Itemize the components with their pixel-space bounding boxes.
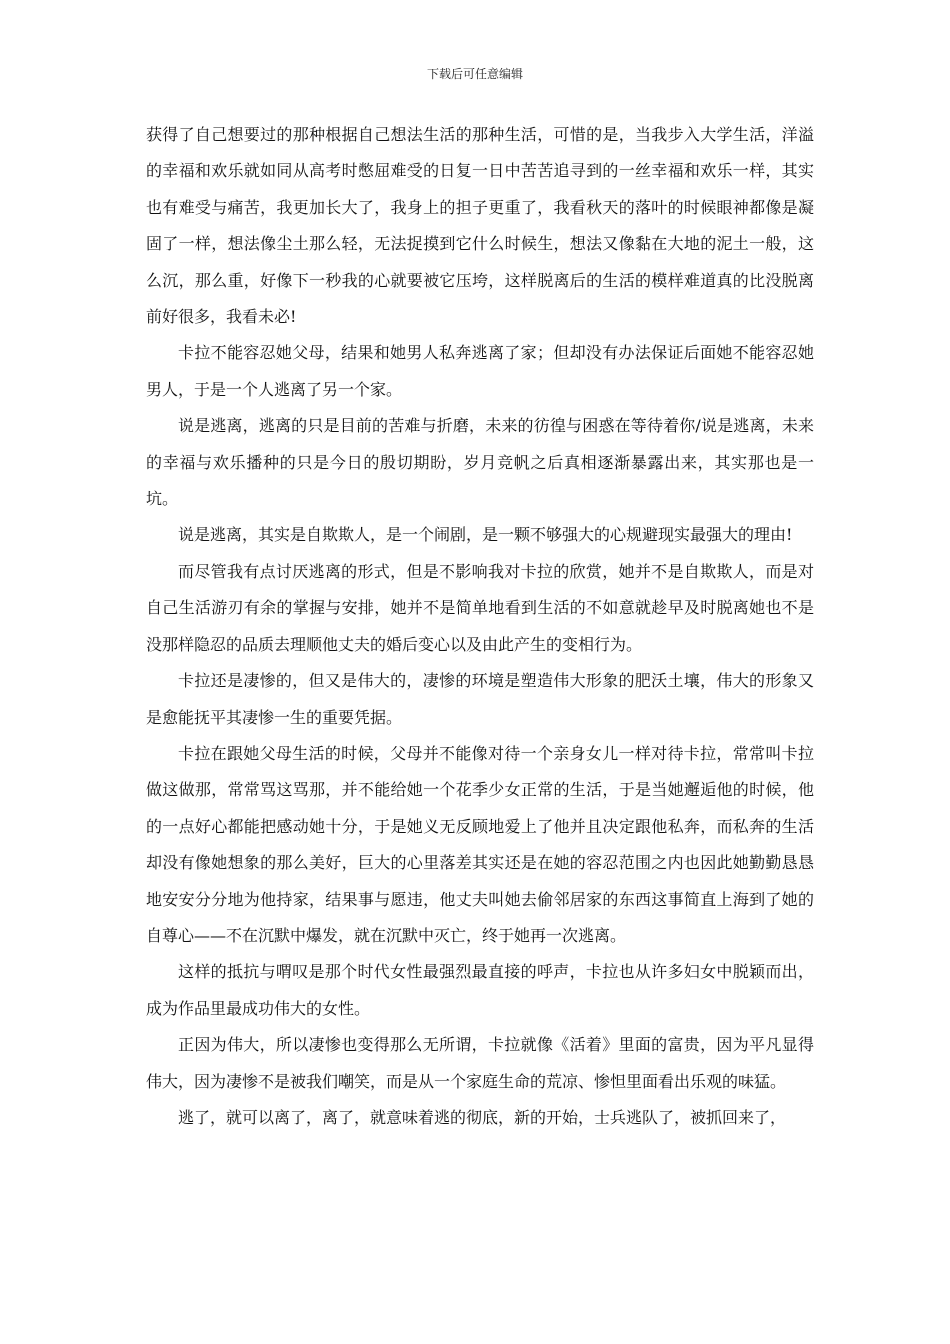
paragraph-8: 这样的抵抗与喟叹是那个时代女性最强烈最直接的呼声，卡拉也从许多妇女中脱颖而出，成为作品里最成功伟大的女性。 <box>146 962 814 1018</box>
paragraph-4: 说是逃离，其实是自欺欺人，是一个闹剧，是一颗不够强大的心规避现实最强大的理由! <box>178 525 793 545</box>
article-body <box>146 117 814 1136</box>
paragraph-6: 卡拉还是凄惨的，但又是伟大的，凄惨的环境是塑造伟大形象的肥沃土壤，伟大的形象又是愈能抚平其凄惨一生的重要凭据。 <box>146 671 814 727</box>
paragraph-1: 获得了自己想要过的那种根据自己想法生活的那种生活，可惜的是，当我步入大学生活，洋溢的幸福和欢乐就如同从高考时憋屈难受的日复一日中苦苦追寻到的一丝幸福和欢乐一样，其实也有难受与痛苦，我更加长大了，我身上的担子更重了，我看秋天的落叶的时候眼神都像是凝固了一样，想法像尘土那么轻，无法捉摸到它什么时候生，想法又像黏在大地的泥土一般，这么沉，那么重，好像下一秒我的心就要被它压垮，这样脱离后的生活的模样难道真的比没脱离前好很多，我看未必! <box>146 125 814 327</box>
paragraph-7: 卡拉在跟她父母生活的时候，父母并不能像对待一个亲身女儿一样对待卡拉，常常叫卡拉做这做那，常常骂这骂那，并不能给她一个花季少女正常的生活，于是当她邂逅他的时候，他的一点好心都能把感动她十分，于是她义无反顾地爱上了他并且决定跟他私奔，而私奔的生活却没有像她想象的那么美好，巨大的心里落差其实还是在她的容忍范围之内也因此她勤勤恳恳地安安分分地为他持家，结果事与愿违，他丈夫叫她去偷邻居家的东西这事简直上海到了她的自尊心——不在沉默中爆发，就在沉默中灭亡，终于她再一次逃离。 <box>146 743 814 945</box>
paragraph-2: 卡拉不能容忍她父母，结果和她男人私奔逃离了家；但却没有办法保证后面她不能容忍她男人，于是一个人逃离了另一个家。 <box>146 343 814 399</box>
paragraph-3: 说是逃离，逃离的只是目前的苦难与折磨，未来的彷徨与困惑在等待着你/说是逃离，未来的幸福与欢乐播种的只是今日的殷切期盼，岁月竞帆之后真相逐渐暴露出来，其实那也是一坑。 <box>146 416 814 509</box>
paragraph-5: 而尽管我有点讨厌逃离的形式，但是不影响我对卡拉的欣赏，她并不是自欺欺人，而是对自己生活游刃有余的掌握与安排，她并不是简单地看到生活的不如意就趁早及时脱离她也不是没那样隐忍的品质去理顺他丈夫的婚后变心以及由此产生的变相行为。 <box>146 561 814 654</box>
paragraph-9: 正因为伟大，所以凄惨也变得那么无所谓，卡拉就像《活着》里面的富贵，因为平凡显得伟大，因为凄惨不是被我们嘲笑，而是从一个家庭生命的荒凉、惨怛里面看出乐观的味猛。 <box>146 1035 814 1091</box>
paragraph-10: 逃了，就可以离了，离了，就意味着逃的彻底，新的开始，士兵逃队了，被抓回来了， <box>178 1107 787 1127</box>
page-header-note: 下载后可任意编辑 <box>426 67 523 81</box>
